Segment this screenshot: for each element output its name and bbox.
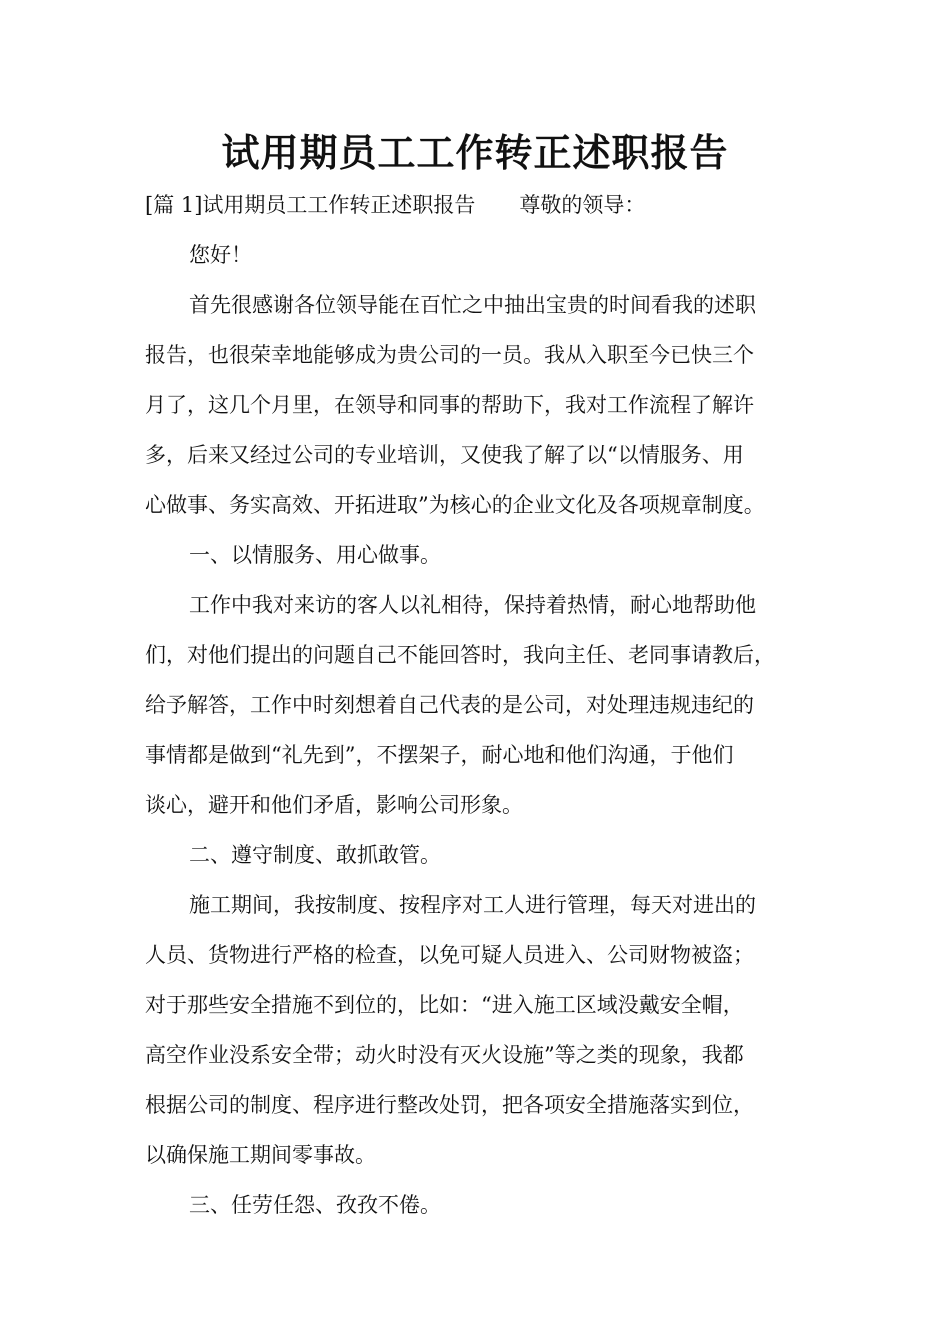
text-line: 事情都是做到“礼先到”，不摆架子，耐心地和他们沟通，于他们: [145, 743, 734, 767]
text-line: 二、遵守制度、敢抓敢管。: [189, 843, 441, 867]
text-line: 三、任劳任怨、孜孜不倦。: [189, 1193, 441, 1217]
text-line: 报告，也很荣幸地能够成为贵公司的一员。我从入职至今已快三个: [145, 343, 754, 367]
text-line: 工作中我对来访的客人以礼相待，保持着热情，耐心地帮助他: [189, 593, 756, 617]
text-line: 多，后来又经过公司的专业培训，又使我了解了以“以情服务、用: [145, 443, 744, 467]
text-line: 以确保施工期间零事故。: [145, 1143, 376, 1167]
text-line: 心做事、务实高效、开拓进取”为核心的企业文化及各项规章制度。: [145, 493, 765, 517]
intro-heading: [篇 1]试用期员工工作转正述职报告: [145, 193, 476, 217]
text-line: 施工期间，我按制度、按程序对工人进行管理，每天对进出的: [189, 893, 756, 917]
text-line: 根据公司的制度、程序进行整改处罚，把各项安全措施落实到位，: [145, 1093, 754, 1117]
text-line: 首先很感谢各位领导能在百忙之中抽出宝贵的时间看我的述职: [189, 293, 756, 317]
text-line: 对于那些安全措施不到位的，比如：“进入施工区域没戴安全帽，: [145, 993, 744, 1017]
document-title: 试用期员工工作转正述职报告: [221, 131, 729, 175]
text-line: 高空作业没系安全带；动火时没有灭火设施”等之类的现象，我都: [145, 1043, 744, 1067]
text-line: 月了，这几个月里，在领导和同事的帮助下，我对工作流程了解许: [145, 393, 754, 417]
text-line: 您好！: [189, 243, 252, 267]
text-line: 谈心，避开和他们矛盾，影响公司形象。: [145, 793, 523, 817]
intro-line: [145, 180, 825, 230]
text-line: 给予解答，工作中时刻想着自己代表的是公司，对处理违规违纪的: [145, 693, 754, 717]
document-body: [145, 180, 825, 1230]
paragraph-lines: [145, 230, 825, 1230]
text-line: 一、以情服务、用心做事。: [189, 543, 441, 567]
text-line: 人员、货物进行严格的检查，以免可疑人员进入、公司财物被盗；: [145, 943, 754, 967]
text-line: 们，对他们提出的问题自己不能回答时，我向主任、老同事请教后，: [145, 643, 775, 667]
salutation: 尊敬的领导：: [519, 193, 646, 217]
